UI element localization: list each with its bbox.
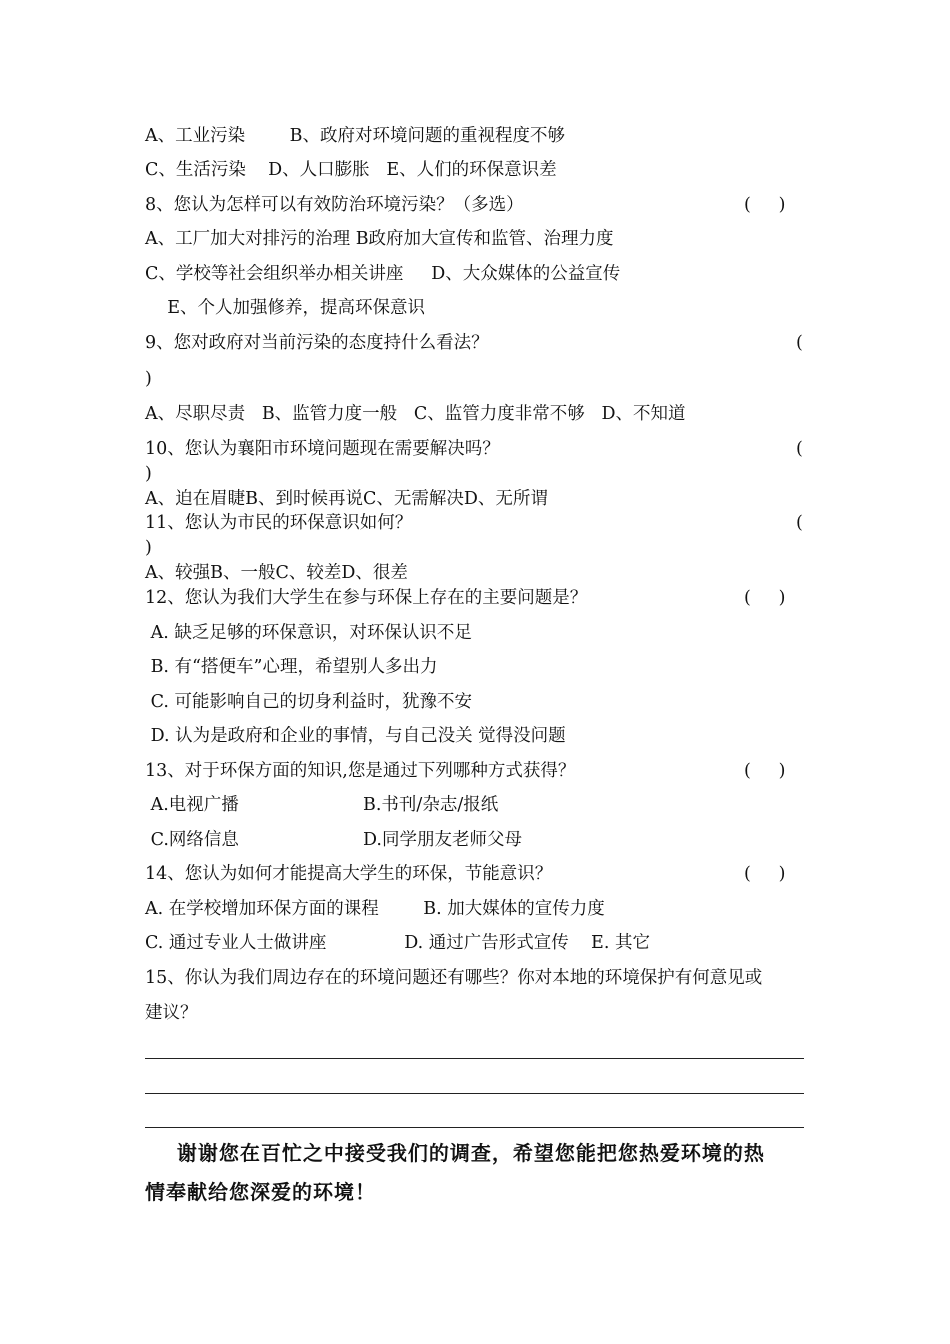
q13-answer-paren: ( ) (744, 761, 786, 781)
q15-question-line1: 15、你认为我们周边存在的环境问题还有哪些？你对本地的环境保护有何意见或 (145, 968, 763, 988)
q14-options-line1: A. 在学校增加环保方面的课程 B. 加大媒体的宣传力度 (145, 899, 605, 919)
q14-options-line2: C. 通过专业人士做讲座 D. 通过广告形式宣传 E. 其它 (145, 933, 650, 953)
q11-question: 11、您认为市民的环保意识如何？ (145, 513, 413, 533)
q11-paren-open: ( (796, 513, 803, 533)
closing-line2: 情奉献给您深爱的环境！ (145, 1180, 376, 1204)
answer-line-3 (145, 1127, 804, 1128)
q13-option-c: C.网络信息 (145, 830, 239, 850)
q13-question: 13、对于环保方面的知识,您是通过下列哪种方式获得？ (145, 761, 576, 781)
q14-question: 14、您认为如何才能提高大学生的环保，节能意识？ (145, 864, 553, 884)
q9-paren-open: ( (796, 333, 803, 353)
answer-line-2 (145, 1093, 804, 1094)
q10-options: A、迫在眉睫B、到时候再说C、无需解决D、无所谓 (145, 489, 548, 509)
q13-option-b: B.书刊/杂志/报纸 (363, 795, 499, 815)
q8-options-line2: C、学校等社会组织举办相关讲座 D、大众媒体的公益宣传 (145, 264, 621, 284)
q10-paren-close: ) (145, 464, 152, 484)
q8-answer-paren: ( ) (744, 195, 786, 215)
q9-question: 9、您对政府对当前污染的态度持什么看法？ (145, 333, 489, 353)
q15-question-line2: 建议？ (145, 1003, 198, 1023)
answer-line-1 (145, 1058, 804, 1059)
q7-options-line1: A、工业污染 B、政府对环境问题的重视程度不够 (145, 126, 565, 146)
q12-question: 12、您认为我们大学生在参与环保上存在的主要问题是？ (145, 588, 588, 608)
q8-question: 8、您认为怎样可以有效防治环境污染？（多选） (145, 195, 524, 215)
q9-options: A、尽职尽责 B、监管力度一般 C、监管力度非常不够 D、不知道 (145, 404, 686, 424)
q13-option-d: D.同学朋友老师父母 (363, 830, 522, 850)
q10-question: 10、您认为襄阳市环境问题现在需要解决吗？ (145, 439, 500, 459)
q11-paren-close: ) (145, 538, 152, 558)
q12-option-c: C. 可能影响自己的切身利益时，犹豫不安 (145, 692, 472, 712)
q12-option-b: B. 有“搭便车”心理，希望别人多出力 (145, 657, 438, 677)
q9-paren-close: ) (145, 369, 152, 389)
q10-paren-open: ( (796, 439, 803, 459)
q12-option-d: D. 认为是政府和企业的事情，与自己没关 觉得没问题 (145, 726, 566, 746)
q12-answer-paren: ( ) (744, 588, 786, 608)
closing-line1: 谢谢您在百忙之中接受我们的调查，希望您能把您热爱环境的热 (145, 1141, 765, 1165)
q11-options: A、较强B、一般C、较差D、很差 (145, 563, 408, 583)
q14-answer-paren: ( ) (744, 864, 786, 884)
q13-option-a: A.电视广播 (145, 795, 239, 815)
q8-options-line3: E、个人加强修养，提高环保意识 (145, 298, 426, 318)
q12-option-a: A. 缺乏足够的环保意识，对环保认识不足 (145, 623, 472, 643)
q7-options-line2: C、生活污染 D、人口膨胀 E、人们的环保意识差 (145, 160, 557, 180)
q8-options-line1: A、工厂加大对排污的治理 B政府加大宣传和监管、治理力度 (145, 229, 614, 249)
